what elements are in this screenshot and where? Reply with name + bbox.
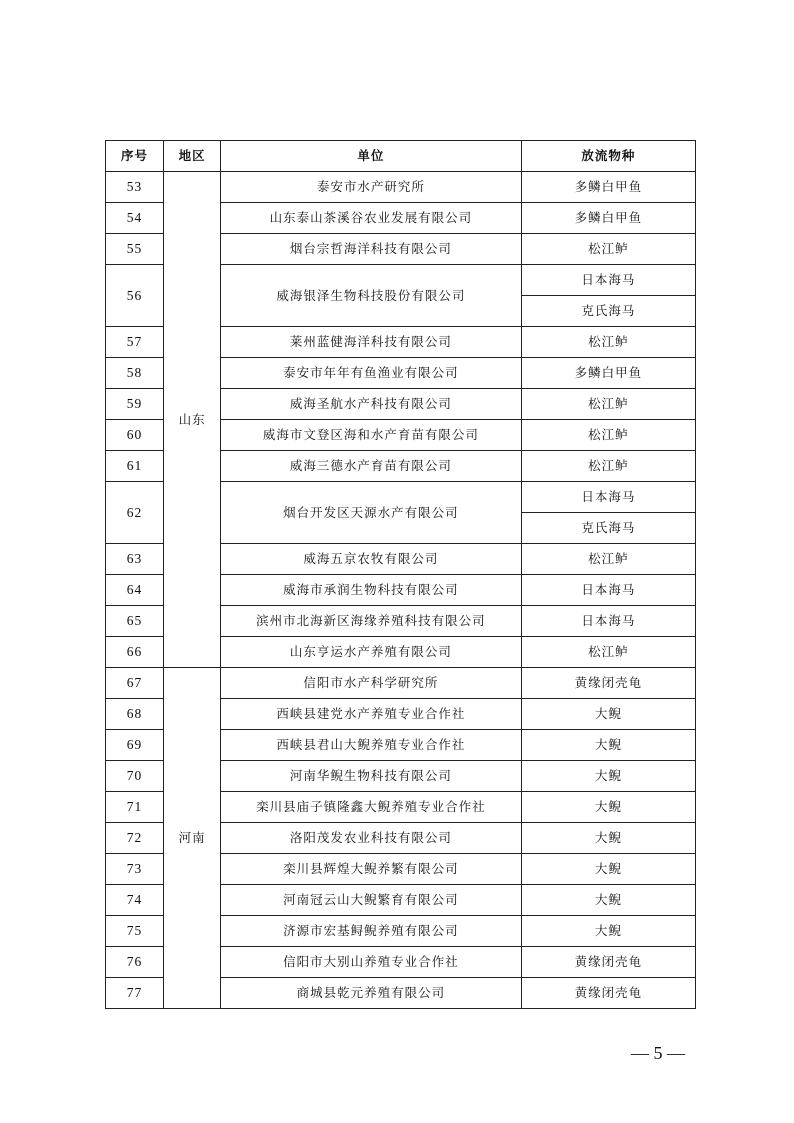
header-region: 地区 [164, 141, 221, 172]
species-cell: 大鲵 [521, 792, 695, 823]
unit-cell: 山东泰山茶溪谷农业发展有限公司 [221, 203, 522, 234]
species-cell: 日本海马 [521, 482, 695, 513]
unit-cell: 山东亨运水产养殖有限公司 [221, 637, 522, 668]
table-row [106, 668, 696, 699]
unit-cell: 威海市文登区海和水产育苗有限公司 [221, 420, 522, 451]
unit-cell: 信阳市水产科学研究所 [221, 668, 522, 699]
header-serial-number: 序号 [106, 141, 164, 172]
serial-number-cell: 65 [106, 606, 164, 637]
release-species-table [105, 140, 696, 1009]
species-cell: 松江鲈 [521, 234, 695, 265]
serial-number-cell: 74 [106, 885, 164, 916]
species-cell: 大鲵 [521, 761, 695, 792]
species-cell: 日本海马 [521, 265, 695, 296]
serial-number-cell: 60 [106, 420, 164, 451]
header-unit: 单位 [221, 141, 522, 172]
serial-number-cell: 76 [106, 947, 164, 978]
serial-number-cell: 69 [106, 730, 164, 761]
unit-cell: 滨州市北海新区海缘养殖科技有限公司 [221, 606, 522, 637]
unit-cell: 洛阳茂发农业科技有限公司 [221, 823, 522, 854]
unit-cell: 泰安市水产研究所 [221, 172, 522, 203]
serial-number-cell: 57 [106, 327, 164, 358]
serial-number-cell: 63 [106, 544, 164, 575]
unit-cell: 河南冠云山大鲵繁育有限公司 [221, 885, 522, 916]
header-species: 放流物种 [521, 141, 695, 172]
table-body [106, 172, 696, 1009]
serial-number-cell: 54 [106, 203, 164, 234]
serial-number-cell: 70 [106, 761, 164, 792]
species-cell: 黄缘闭壳龟 [521, 947, 695, 978]
species-cell: 松江鲈 [521, 327, 695, 358]
unit-cell: 威海市承润生物科技有限公司 [221, 575, 522, 606]
species-cell: 多鳞白甲鱼 [521, 358, 695, 389]
species-cell: 松江鲈 [521, 637, 695, 668]
serial-number-cell: 71 [106, 792, 164, 823]
page-number: — 5 — [631, 1043, 685, 1063]
unit-cell: 商城县乾元养殖有限公司 [221, 978, 522, 1009]
species-cell: 大鲵 [521, 730, 695, 761]
species-cell: 黄缘闭壳龟 [521, 668, 695, 699]
unit-cell: 河南华鲵生物科技有限公司 [221, 761, 522, 792]
unit-cell: 威海五京农牧有限公司 [221, 544, 522, 575]
unit-cell: 栾川县庙子镇隆鑫大鲵养殖专业合作社 [221, 792, 522, 823]
serial-number-cell: 55 [106, 234, 164, 265]
unit-cell: 威海三德水产育苗有限公司 [221, 451, 522, 482]
region-cell: 河南 [164, 668, 221, 1009]
serial-number-cell: 72 [106, 823, 164, 854]
serial-number-cell: 64 [106, 575, 164, 606]
serial-number-cell: 56 [106, 265, 164, 327]
unit-cell: 泰安市年年有鱼渔业有限公司 [221, 358, 522, 389]
serial-number-cell: 75 [106, 916, 164, 947]
species-cell: 克氏海马 [521, 513, 695, 544]
species-cell: 大鲵 [521, 916, 695, 947]
serial-number-cell: 61 [106, 451, 164, 482]
unit-cell: 信阳市大别山养殖专业合作社 [221, 947, 522, 978]
species-cell: 多鳞白甲鱼 [521, 172, 695, 203]
serial-number-cell: 68 [106, 699, 164, 730]
serial-number-cell: 59 [106, 389, 164, 420]
table-header-row [106, 141, 696, 172]
species-cell: 日本海马 [521, 575, 695, 606]
species-cell: 克氏海马 [521, 296, 695, 327]
species-cell: 多鳞白甲鱼 [521, 203, 695, 234]
species-cell: 黄缘闭壳龟 [521, 978, 695, 1009]
species-cell: 松江鲈 [521, 544, 695, 575]
species-cell: 大鲵 [521, 699, 695, 730]
species-cell: 大鲵 [521, 823, 695, 854]
unit-cell: 烟台宗哲海洋科技有限公司 [221, 234, 522, 265]
serial-number-cell: 58 [106, 358, 164, 389]
serial-number-cell: 77 [106, 978, 164, 1009]
table-row [106, 172, 696, 203]
species-cell: 松江鲈 [521, 389, 695, 420]
unit-cell: 威海圣航水产科技有限公司 [221, 389, 522, 420]
region-cell: 山东 [164, 172, 221, 668]
species-cell: 大鲵 [521, 885, 695, 916]
unit-cell: 西峡县建党水产养殖专业合作社 [221, 699, 522, 730]
serial-number-cell: 73 [106, 854, 164, 885]
unit-cell: 栾川县辉煌大鲵养繁有限公司 [221, 854, 522, 885]
species-cell: 松江鲈 [521, 420, 695, 451]
serial-number-cell: 66 [106, 637, 164, 668]
serial-number-cell: 67 [106, 668, 164, 699]
unit-cell: 济源市宏基鲟鲵养殖有限公司 [221, 916, 522, 947]
species-cell: 大鲵 [521, 854, 695, 885]
species-cell: 日本海马 [521, 606, 695, 637]
serial-number-cell: 53 [106, 172, 164, 203]
unit-cell: 西峡县君山大鲵养殖专业合作社 [221, 730, 522, 761]
unit-cell: 莱州蓝健海洋科技有限公司 [221, 327, 522, 358]
unit-cell: 威海银泽生物科技股份有限公司 [221, 265, 522, 327]
serial-number-cell: 62 [106, 482, 164, 544]
unit-cell: 烟台开发区天源水产有限公司 [221, 482, 522, 544]
species-cell: 松江鲈 [521, 451, 695, 482]
